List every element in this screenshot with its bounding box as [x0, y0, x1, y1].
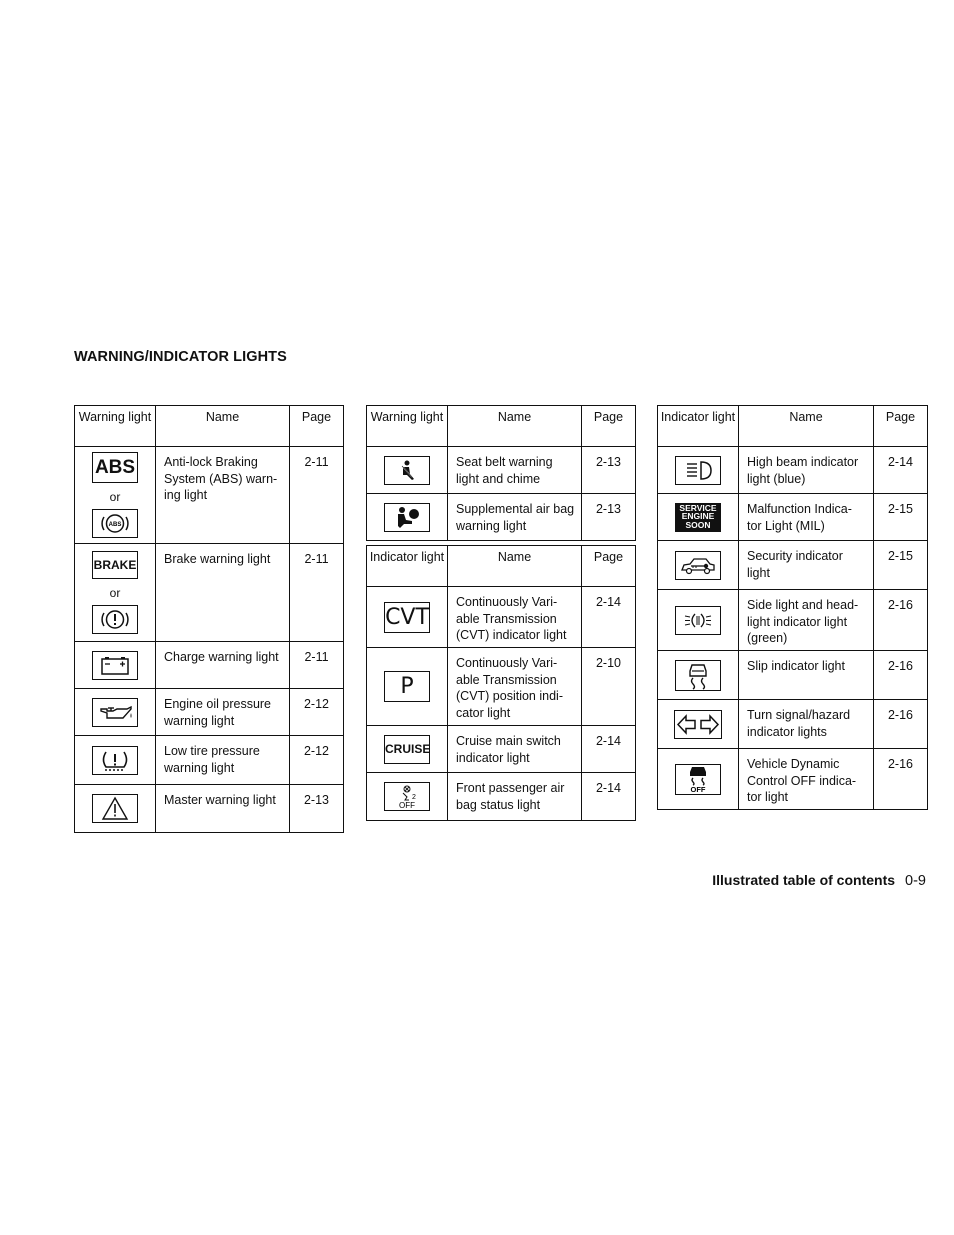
header-indicator-light: Indicator light	[367, 546, 448, 587]
icon-cell	[367, 648, 448, 726]
light-name: High beam indicator light (blue)	[739, 447, 874, 494]
icon-cell	[75, 736, 156, 785]
oil-can-icon	[92, 698, 138, 727]
warning-lights-table-1	[74, 405, 344, 833]
icon-cell	[75, 689, 156, 736]
section-title: WARNING/INDICATOR LIGHTS	[74, 349, 287, 365]
table-row	[658, 651, 928, 700]
table-row	[658, 700, 928, 749]
page-ref: 2-12	[290, 689, 344, 736]
vdc-off-text: OFF	[690, 784, 706, 794]
light-name: Security indicator light	[739, 541, 874, 590]
table-row	[367, 587, 636, 648]
table-header-row	[658, 406, 928, 447]
cruise-icon: CRUISE	[384, 735, 430, 764]
turn-signal-arrows-icon	[674, 710, 722, 739]
icon-cell	[658, 447, 739, 494]
icon-cell	[367, 773, 448, 821]
header-name: Name	[156, 406, 290, 447]
header-page: Page	[582, 546, 636, 587]
page-ref: 2-16	[874, 700, 928, 749]
header-name: Name	[448, 406, 582, 447]
abs-circle-text: ABS	[108, 522, 122, 529]
light-name: Seat belt warning light and chime	[448, 447, 582, 494]
cvt-icon: CVT	[384, 602, 430, 633]
icon-cell	[367, 726, 448, 773]
footer-title: Illustrated table of contents	[712, 872, 896, 888]
icon-cell	[75, 785, 156, 833]
battery-icon	[92, 651, 138, 680]
page-ref: 2-14	[582, 726, 636, 773]
indicator-lights-table-3	[657, 405, 928, 810]
table-row	[658, 541, 928, 590]
table-row	[75, 447, 344, 544]
icon-cell	[367, 494, 448, 541]
light-name: Side light and head- light indicator light (green)	[739, 590, 874, 651]
table-row	[75, 785, 344, 833]
table-header-row	[367, 546, 636, 587]
page-ref: 2-13	[582, 447, 636, 494]
table-row	[75, 544, 344, 642]
high-beam-icon	[675, 456, 721, 485]
page-ref: 2-14	[874, 447, 928, 494]
icon-cell	[75, 544, 156, 642]
light-name: Malfunction Indica- tor Light (MIL)	[739, 494, 874, 541]
icon-cell	[658, 749, 739, 810]
header-page: Page	[582, 406, 636, 447]
table-row	[658, 494, 928, 541]
svc-line: SOON	[685, 520, 711, 531]
page-ref: 2-10	[582, 648, 636, 726]
header-indicator-light: Indicator light	[658, 406, 739, 447]
indicator-lights-table-2	[366, 545, 636, 821]
page-footer	[712, 872, 926, 889]
light-name: Cruise main switch indicator light	[448, 726, 582, 773]
header-name: Name	[448, 546, 582, 587]
page-ref: 2-12	[290, 736, 344, 785]
light-name: Vehicle Dynamic Control OFF indica- tor light	[739, 749, 874, 810]
page-ref: 2-15	[874, 494, 928, 541]
light-name: Front passenger air bag status light	[448, 773, 582, 821]
icon-cell	[75, 447, 156, 544]
table-row	[367, 447, 636, 494]
page-ref: 2-16	[874, 651, 928, 700]
light-name: Continuously Vari- able Transmission (CVT) position indi- cator light	[448, 648, 582, 726]
page-ref: 2-15	[874, 541, 928, 590]
footer-page-number: 0-9	[905, 873, 926, 889]
service-engine-soon-icon	[675, 503, 721, 532]
table-row	[75, 736, 344, 785]
tire-pressure-icon	[92, 746, 138, 775]
page-ref: 2-13	[582, 494, 636, 541]
svc-line: SERVICE	[679, 502, 717, 513]
light-name: Slip indicator light	[739, 651, 874, 700]
table-row	[658, 590, 928, 651]
header-warning-light: Warning light	[75, 406, 156, 447]
page-ref: 2-14	[582, 587, 636, 648]
light-name: Anti-lock Braking System (ABS) warn- ing light	[156, 447, 290, 544]
icon-cell	[658, 700, 739, 749]
seat-belt-icon	[384, 456, 430, 485]
light-name: Low tire pressure warning light	[156, 736, 290, 785]
svg-text:2: 2	[412, 794, 416, 801]
header-warning-light: Warning light	[367, 406, 448, 447]
or-label: or	[109, 489, 121, 504]
passenger-airbag-off-icon	[384, 782, 430, 811]
header-page: Page	[874, 406, 928, 447]
page-ref: 2-16	[874, 590, 928, 651]
icon-cell	[658, 590, 739, 651]
table-row	[75, 689, 344, 736]
header-page: Page	[290, 406, 344, 447]
table-row	[75, 642, 344, 689]
table-header-row	[75, 406, 344, 447]
table-row	[367, 494, 636, 541]
table-row	[367, 726, 636, 773]
icon-cell	[367, 587, 448, 648]
light-name: Master warning light	[156, 785, 290, 833]
off-text: OFF	[399, 801, 415, 810]
vdc-off-icon	[675, 764, 721, 795]
table-row	[367, 648, 636, 726]
abs-circle-icon	[92, 509, 138, 538]
table-header-row	[367, 406, 636, 447]
side-light-icon	[675, 606, 721, 635]
cvt-position-icon: P	[384, 671, 430, 702]
table-row	[367, 773, 636, 821]
icon-cell	[658, 651, 739, 700]
page-ref: 2-11	[290, 447, 344, 544]
slip-car-icon	[675, 660, 721, 691]
icon-cell	[658, 494, 739, 541]
page-ref: 2-14	[582, 773, 636, 821]
light-name: Turn signal/hazard indicator lights	[739, 700, 874, 749]
light-name: Engine oil pressure warning light	[156, 689, 290, 736]
master-warning-icon	[92, 794, 138, 823]
svc-line: ENGINE	[681, 511, 715, 522]
table-row	[658, 749, 928, 810]
icon-cell	[367, 447, 448, 494]
abs-icon: ABS	[92, 452, 138, 483]
light-name: Brake warning light	[156, 544, 290, 642]
page-ref: 2-11	[290, 544, 344, 642]
icon-cell	[658, 541, 739, 590]
page-ref: 2-16	[874, 749, 928, 810]
brake-circle-icon	[92, 605, 138, 634]
page-ref: 2-13	[290, 785, 344, 833]
icon-cell	[75, 642, 156, 689]
airbag-icon	[384, 503, 430, 532]
security-car-key-icon	[675, 551, 721, 580]
or-label: or	[109, 585, 121, 600]
light-name: Charge warning light	[156, 642, 290, 689]
table-row	[658, 447, 928, 494]
page-ref: 2-11	[290, 642, 344, 689]
warning-lights-table-2	[366, 405, 636, 541]
light-name: Continuously Vari- able Transmission (CVT) indicator light	[448, 587, 582, 648]
header-name: Name	[739, 406, 874, 447]
light-name: Supplemental air bag warning light	[448, 494, 582, 541]
brake-icon: BRAKE	[92, 551, 138, 579]
